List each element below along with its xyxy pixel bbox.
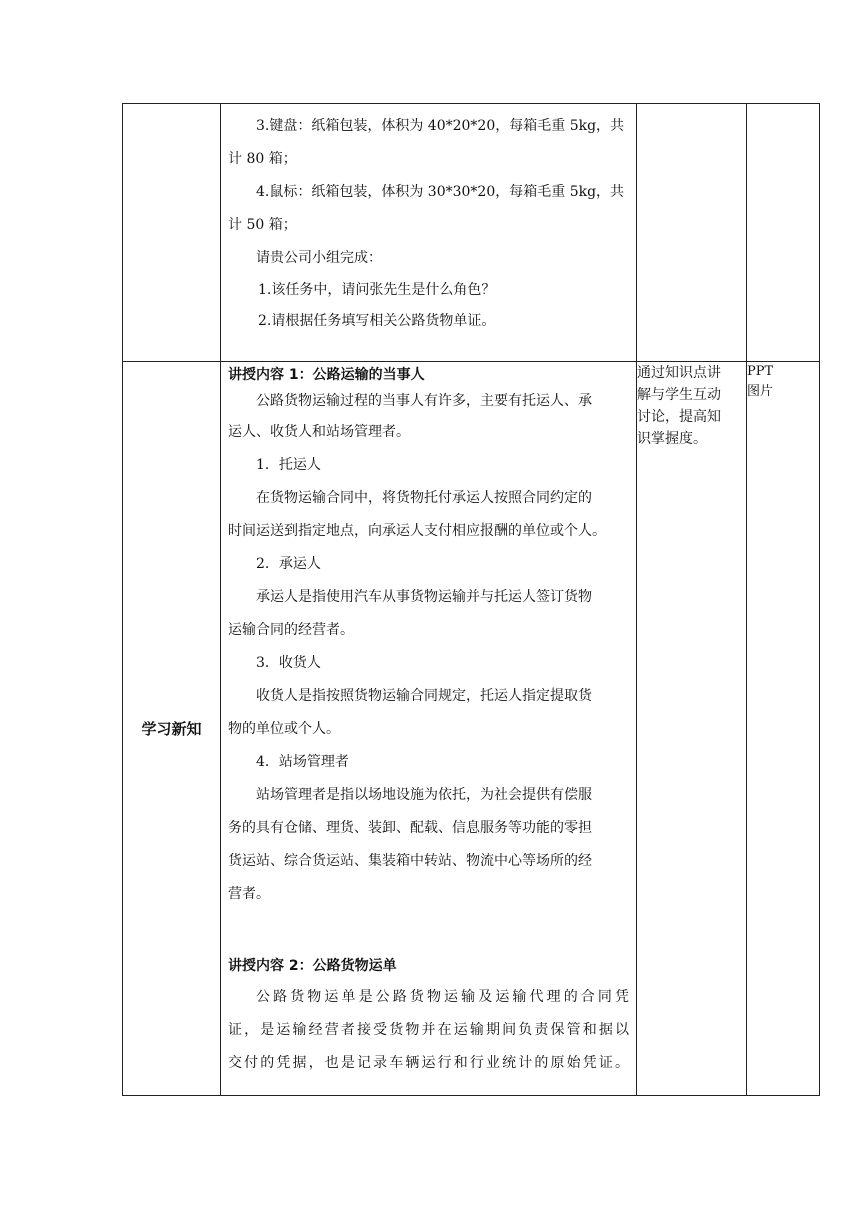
- content-cell: [221, 104, 637, 362]
- purpose-cell: [637, 362, 747, 1096]
- text-line: 收货人是指按照货物运输合同规定，托运人指定提取货: [256, 688, 592, 704]
- text-line: 3.键盘：纸箱包装，体积为 40*20*20，每箱毛重 5kg，共: [256, 118, 625, 134]
- text-line: 站场管理者是指以场地设施为依托，为社会提供有偿服: [256, 787, 592, 803]
- text-line: 在货物运输合同中，将货物托付承运人按照合同约定的: [256, 490, 592, 506]
- text-line: 讨论，提高知: [637, 409, 721, 425]
- text-line: 交付的凭据，也是记录车辆运行和行业统计的原始凭证。: [228, 1055, 629, 1071]
- media-cell: [747, 104, 820, 362]
- text-line: 通过知识点讲: [637, 365, 721, 381]
- item-title: 4．站场管理者: [256, 754, 349, 770]
- text-line: 计 80 箱；: [228, 151, 297, 167]
- text-line: 请贵公司小组完成：: [256, 250, 382, 266]
- text-line: 承运人是指使用汽车从事货物运输并与托运人签订货物: [256, 589, 592, 605]
- text-line: 4.鼠标：纸箱包装，体积为 30*30*20，每箱毛重 5kg，共: [256, 184, 625, 200]
- text-line: 时间运送到指定地点，向承运人支付相应报酬的单位或个人。: [228, 523, 606, 539]
- text-line: 解与学生互动: [637, 387, 721, 403]
- section-heading: 讲授内容 1：公路运输的当事人: [228, 367, 425, 383]
- purpose-cell: [637, 104, 747, 362]
- table-row: [123, 362, 820, 1096]
- content-cell: [221, 362, 637, 1096]
- spacer: [228, 911, 629, 951]
- lesson-plan-table: [122, 103, 820, 1096]
- text-line: 运人、收货人和站场管理者。: [228, 424, 410, 440]
- text-line: 图片: [747, 384, 774, 399]
- text-line: 计 50 箱；: [228, 217, 297, 233]
- table-row: [123, 104, 820, 362]
- text-line: 2.请根据任务填写相关公路货物单证。: [258, 313, 496, 329]
- text-line: 运输合同的经营者。: [228, 622, 354, 638]
- text-line: 证，是运输经营者接受货物并在运输期间负责保管和据以: [228, 1022, 629, 1038]
- text-line: 公路货物运输过程的当事人有许多，主要有托运人、承: [256, 393, 592, 409]
- text-line: 物的单位或个人。: [228, 721, 340, 737]
- text-line: 营者。: [228, 886, 270, 902]
- item-title: 3．收货人: [256, 655, 321, 671]
- item-title: 1．托运人: [256, 457, 321, 473]
- section-heading: 讲授内容 2：公路货物运单: [228, 958, 397, 974]
- stage-cell: [123, 104, 221, 362]
- stage-label: 学习新知: [123, 362, 221, 1096]
- text-line: 1.该任务中，请问张先生是什么角色？: [258, 282, 496, 298]
- text-line: 识掌握度。: [637, 431, 707, 447]
- text-line: 公路货物运单是公路货物运输及运输代理的合同凭: [256, 989, 629, 1005]
- text-line: 务的具有仓储、理货、装卸、配载、信息服务等功能的零担: [228, 820, 592, 836]
- text-line: 货运站、综合货运站、集装箱中转站、物流中心等场所的经: [228, 853, 592, 869]
- media-cell: [747, 362, 820, 1096]
- item-title: 2．承运人: [256, 556, 321, 572]
- text-line: PPT: [747, 364, 774, 379]
